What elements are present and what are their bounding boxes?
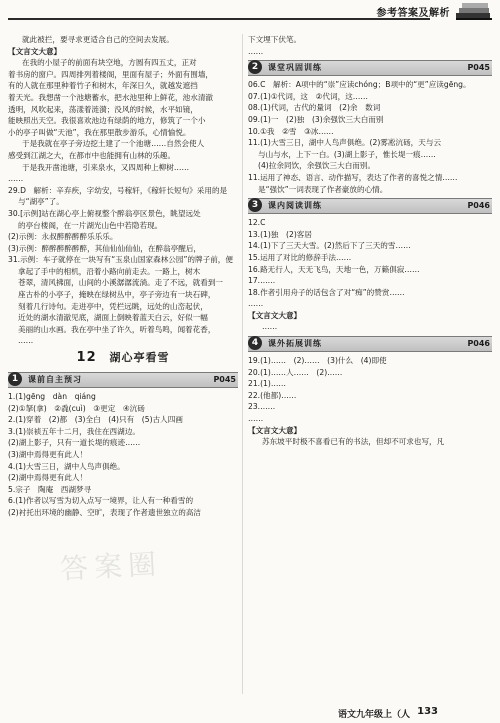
footer-subject: 语文九年级上（人 bbox=[337, 710, 410, 720]
text-line: 有的人就在那里种着竹子和树木，年深日久，就越发遮挡 bbox=[8, 81, 198, 91]
banner-title: 课外拓展训练 bbox=[268, 339, 322, 349]
text-line: 与“湖亭”了。 bbox=[18, 197, 64, 207]
text-line: 下文埋下伏笔。 bbox=[248, 35, 302, 44]
answer-line: 17.…… bbox=[248, 276, 276, 286]
text-line: …… bbox=[262, 322, 278, 332]
answer-line: …… bbox=[248, 414, 264, 424]
section-label: 【文言文大意】 bbox=[248, 425, 302, 435]
banner-number: 4 bbox=[248, 336, 262, 350]
text-line: 美丽的山水画。我在亭中坐了许久，听着鸟鸣，闻着花香， bbox=[18, 324, 216, 334]
banner-number: 3 bbox=[248, 198, 262, 212]
books-icon bbox=[454, 2, 494, 22]
watermark: 答案圈 bbox=[59, 547, 163, 586]
header-title: 参考答案及解析 bbox=[376, 8, 450, 19]
answer-line: 14.(1)下了三天大雪。(2)然后下了三天的雪…… bbox=[248, 241, 411, 251]
text-line: 的亭台楼阁，在一片湖光山色中若隐若现。 bbox=[18, 220, 163, 230]
text-line: 着天光。我想凿一个池塘蓄水，把水池里种上鲜花，池水清澈 bbox=[8, 92, 214, 102]
banner-page: P045 bbox=[213, 375, 236, 385]
text-line: …… bbox=[248, 46, 264, 56]
answer-line: (2)湖中焉得更有此人！ bbox=[8, 473, 88, 483]
question-12: 12.C bbox=[248, 218, 266, 228]
section-label: 【文言文大意】 bbox=[8, 46, 62, 56]
banner-page: P046 bbox=[467, 201, 490, 211]
banner-title: 课堂巩固训练 bbox=[268, 63, 322, 73]
answer-line: 6.(1)作者以写雪为切入点写一境界，让人有一种看雪的 bbox=[8, 496, 194, 506]
answer-line: 11.(1)大雪三日，湖中人鸟声俱绝。(2)雾凇沆砀，天与云 bbox=[248, 138, 442, 148]
answer-line: 1.(1)gēng dàn qiáng bbox=[8, 392, 96, 402]
text-line: 座古朴的小亭子，掩映在绿树丛中，亭子旁边有一块石碑， bbox=[18, 290, 216, 300]
text-line: 感受到江湖之大，在都市中也能拥有山林的乐趣。 bbox=[8, 150, 176, 160]
text-line: (2)示例：永叔醉醉醉醉乐乐乐。 bbox=[8, 232, 118, 242]
answer-line: 20.(1)……人…… (2)…… bbox=[248, 367, 343, 377]
banner-number: 2 bbox=[248, 60, 262, 74]
text-line: 拿起了手中的相机，沿着小路向前走去。一路上，树木 bbox=[18, 266, 201, 276]
answer-line: (2)衬托出环境的幽静、空旷，表现了作者遗世独立的高洁 bbox=[8, 507, 202, 517]
text-line: 在我的小屋子的前面有块空地，方圆有四五丈，正对 bbox=[22, 58, 197, 68]
section-banner-4 bbox=[248, 336, 492, 352]
answer-line: 09.(1)一 (2)独 (3)余强饮三大白而别 bbox=[248, 114, 384, 124]
question-31: 31.示例：车子就停在一块写有“玉泉山国家森林公园”的牌子前，便 bbox=[8, 255, 233, 265]
lesson-number: 12 bbox=[76, 350, 97, 366]
text-line: 于是我就在亭子旁边挖土建了一个池塘……自然会使人 bbox=[22, 139, 205, 149]
answer-line: 16.路无行人，天无飞鸟，天地一色，万籁俱寂…… bbox=[248, 264, 420, 274]
banner-page: P045 bbox=[467, 63, 490, 73]
answer-line: 13.(1)独 (2)客居 bbox=[248, 229, 312, 239]
text-line: 小的亭子叫做“天池”，我在那里散步游乐，心情愉悦。 bbox=[8, 127, 191, 137]
lesson-name: 湖心亭看雪 bbox=[109, 351, 170, 365]
answer-line: 是“强饮”一词表现了作者豪放的心情。 bbox=[258, 184, 388, 194]
text-line: 透明，风吹起来，荡漾着涟漪；没风的时候，水平如镜， bbox=[8, 104, 198, 114]
answer-line: 3.(1)崇祯五年十二月，我住在西湖边。 bbox=[8, 426, 140, 436]
question-06: 06.C 解析：A项中的“崇”应读chóng；B项中的“更”应读gēng。 bbox=[248, 80, 471, 90]
answer-line: …… bbox=[248, 299, 264, 309]
column-divider bbox=[242, 34, 243, 694]
right-column bbox=[248, 34, 492, 448]
text-line: 近处的湖水清澈见底，湖面上倒映着蓝天白云，好似一幅 bbox=[18, 313, 208, 323]
footer bbox=[0, 703, 500, 723]
banner-title: 课内阅读训练 bbox=[268, 201, 322, 211]
header-rule bbox=[8, 18, 430, 20]
question-30: 30.[示例]站在湖心亭上俯视整个醉翁亭区景色，眺望远处 bbox=[8, 208, 201, 218]
section-banner-2 bbox=[248, 60, 492, 76]
text-line: (3)示例：醉醉醉醉醉醉，其仙仙仙仙仙，在醉翁亭醒后， bbox=[8, 243, 202, 253]
answer-line: (2)湖上影子，只有一道长堤的痕迹…… bbox=[8, 438, 141, 448]
answer-line: 10.①我 ②雪 ③冰…… bbox=[248, 126, 334, 136]
top-bar bbox=[0, 0, 500, 26]
banner-page: P046 bbox=[467, 339, 490, 349]
answer-line: 11.运用了神态、语言、动作描写，表达了作者的喜悦之情…… bbox=[248, 172, 458, 182]
section-banner-1 bbox=[8, 372, 238, 388]
answer-line: (3)湖中焉得更有此人！ bbox=[8, 450, 88, 459]
question-29: 29.D 解析：辛弃疾，字幼安，号稼轩，《稼轩长短句》采用的是 bbox=[8, 185, 228, 195]
answer-line: 与山与水，上下一白。(3)湖上影子，惟长堤一痕…… bbox=[258, 149, 436, 159]
text-line: 苏东坡平时极不喜看已有的书法，但却不可求也写，凡 bbox=[262, 437, 445, 447]
text-line: 刻着几行诗句。走进亭中，凭栏远眺，远处的山峦起伏， bbox=[18, 301, 208, 311]
text-line: 着书房的窗户。四周排列着楼阁，里面有屋子；外面有围墙， bbox=[8, 69, 214, 79]
banner-title: 课前自主预习 bbox=[28, 375, 82, 385]
answer-line: 21.(1)…… bbox=[248, 379, 287, 389]
banner-number: 1 bbox=[8, 372, 22, 386]
answer-line: 15.运用了对比的修辞手法…… bbox=[248, 252, 352, 262]
text-line: …… bbox=[8, 174, 24, 184]
text-line: 就此被拦，要寻求更适合自己的空间去发展。 bbox=[22, 35, 174, 44]
answer-line: 08.(1)代词，古代的量词 (2)余 数词 bbox=[248, 103, 381, 113]
text-line: …… bbox=[18, 336, 34, 346]
answer-line: 22.(他都)…… bbox=[248, 390, 297, 400]
answer-line: 5.宗子 陶庵 西湖梦寻 bbox=[8, 484, 92, 494]
section-banner-3 bbox=[248, 198, 492, 214]
section-label: 【文言文大意】 bbox=[248, 310, 302, 320]
lesson-title bbox=[8, 347, 238, 369]
text-line: 能映照出天空。我很喜欢池边有绿荫的地方，修筑了一个小 bbox=[8, 116, 206, 126]
text-line: 苍翠，清风拂面，山间的小溪潺潺流淌。走了不远，就看到一 bbox=[18, 278, 224, 288]
answer-line: 2.(1)穿着 (2)都 (3)全白 (4)只有 (5)古人四画 bbox=[8, 415, 183, 425]
answer-line: 4.(1)大雪三日，湖中人鸟声俱绝。 bbox=[8, 461, 125, 471]
answer-line: 23.…… bbox=[248, 402, 276, 412]
answer-line: (4)拉余同饮，余强饮三大白而别。 bbox=[258, 161, 376, 171]
text-line: 于是我开凿池塘，引来泉水，又四周种上柳树…… bbox=[22, 162, 190, 172]
answer-line: (2)①拏(拿) ②毳(cuì) ③更定 ④沆砀 bbox=[8, 403, 145, 413]
question-19: 19.(1)…… (2)…… (3)什么 (4)即使 bbox=[248, 356, 387, 366]
answer-line: 07.(1)①代词，这 ②代词，这…… bbox=[248, 91, 368, 101]
answer-line: 18.作者引用舟子的话包含了对“痴”的赞赏…… bbox=[248, 287, 405, 297]
left-column bbox=[8, 34, 238, 519]
page-number: 133 bbox=[417, 706, 438, 717]
